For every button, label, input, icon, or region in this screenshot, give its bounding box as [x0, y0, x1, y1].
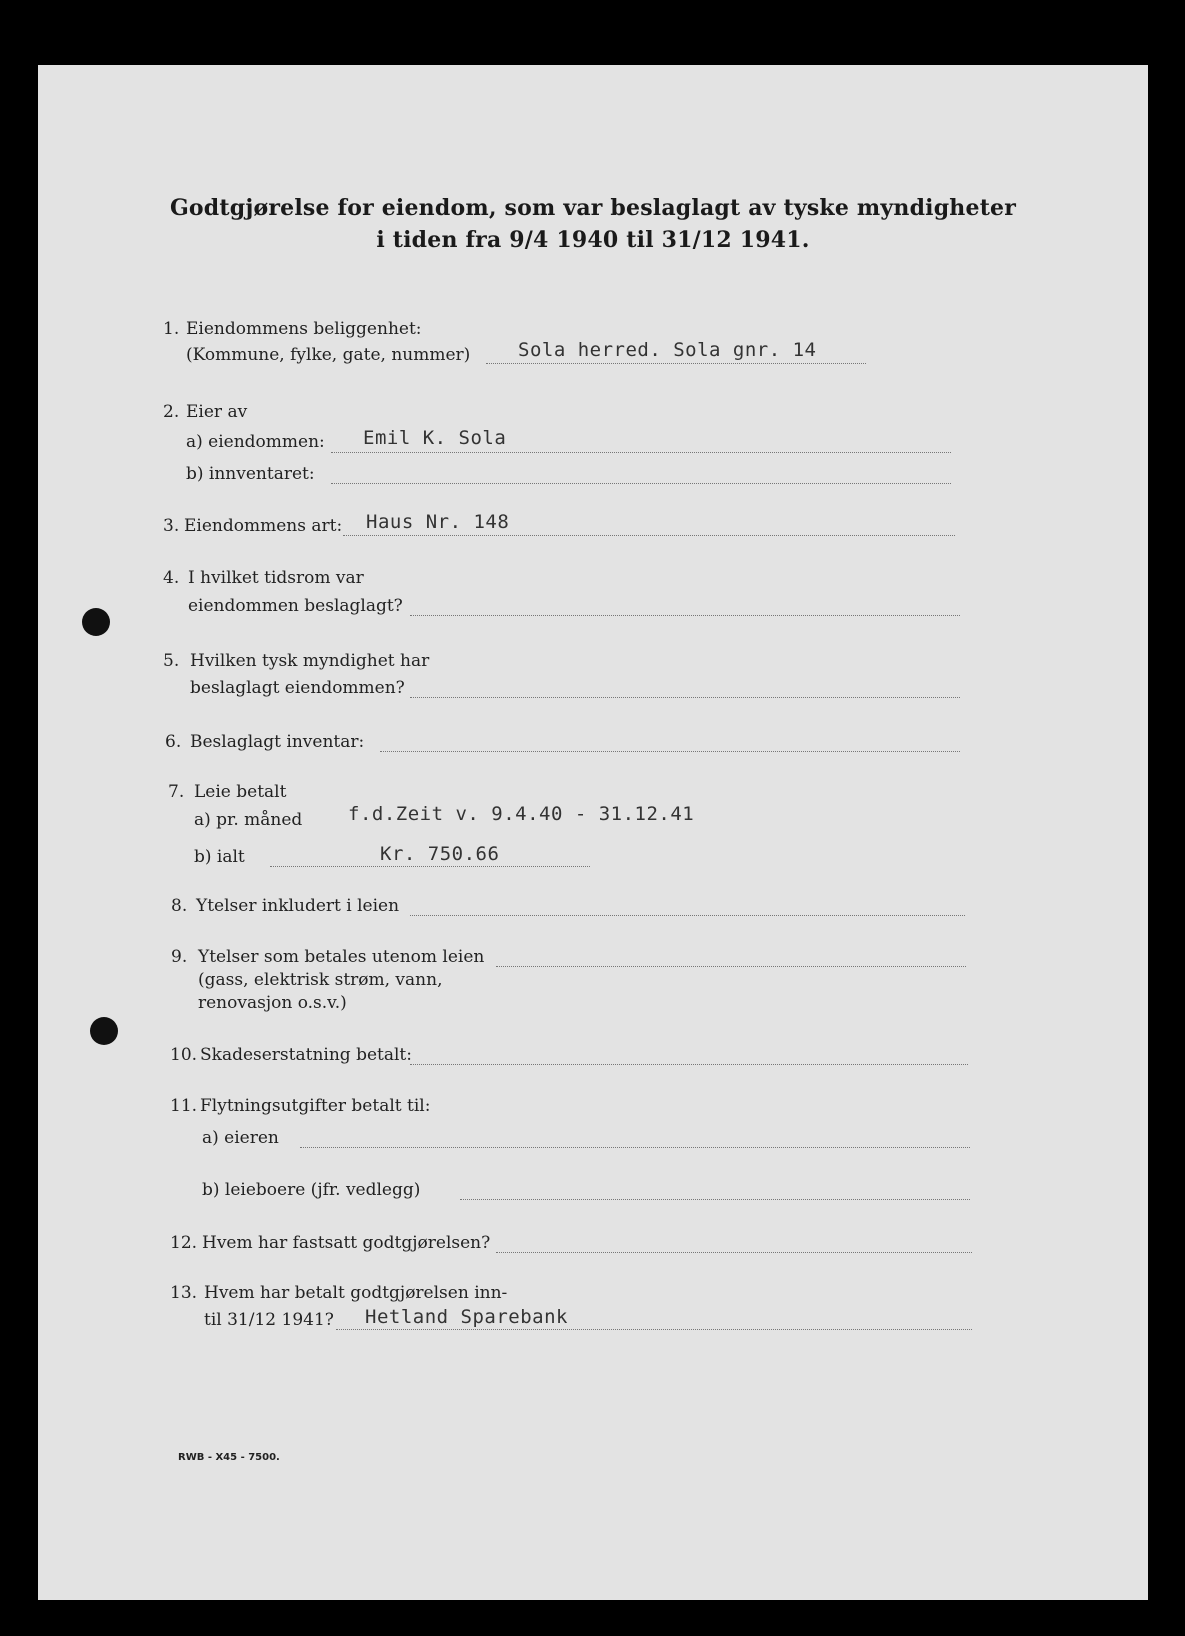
q2a-label: a) eiendommen:: [186, 432, 325, 452]
q11-number: 11.: [170, 1096, 198, 1116]
punch-hole-bottom: [90, 1017, 118, 1045]
q8-label: Ytelser inkludert i leien: [196, 896, 400, 916]
q11b-label: b) leieboere (jfr. vedlegg): [202, 1180, 421, 1200]
q13-answer-line: [336, 1329, 972, 1330]
q11a-answer-line: [300, 1147, 970, 1148]
q3-answer: Haus Nr. 148: [366, 511, 510, 533]
q10-label: Skadeserstatning betalt:: [200, 1045, 412, 1065]
q5-label: Hvilken tysk myndighet har: [190, 651, 430, 671]
q12-answer-line: [496, 1252, 972, 1253]
q9-number: 9.: [171, 947, 188, 967]
q9-sublabel-2: renovasjon o.s.v.): [198, 993, 347, 1013]
form-page: [38, 65, 1148, 1600]
q12-number: 12.: [170, 1233, 198, 1253]
q11a-label: a) eieren: [202, 1128, 279, 1148]
q5-number: 5.: [163, 651, 180, 671]
q1-number: 1.: [163, 319, 180, 339]
q11b-answer-line: [460, 1199, 970, 1200]
q9-sublabel-1: (gass, elektrisk strøm, vann,: [198, 970, 443, 990]
punch-hole-top: [82, 608, 110, 636]
q7b-answer: Kr. 750.66: [380, 843, 500, 865]
q2b-answer-line: [331, 483, 951, 484]
q2-label: Eier av: [186, 402, 248, 422]
q13-label: Hvem har betalt godtgjørelsen inn-: [204, 1283, 508, 1303]
q1-answer: Sola herred. Sola gnr. 14: [518, 339, 817, 361]
q5-answer-line: [410, 697, 960, 698]
q3-number: 3.: [163, 516, 180, 536]
q8-answer-line: [410, 915, 965, 916]
q7b-label: b) ialt: [194, 847, 245, 867]
q13-number: 13.: [170, 1283, 198, 1303]
q7a-answer: f.d.Zeit v. 9.4.40 - 31.12.41: [348, 803, 695, 825]
q12-label: Hvem har fastsatt godtgjørelsen?: [202, 1233, 491, 1253]
q3-label: Eiendommens art:: [184, 516, 343, 536]
q10-answer-line: [410, 1064, 968, 1065]
q1-answer-line: [486, 363, 866, 364]
q4-number: 4.: [163, 568, 180, 588]
q8-number: 8.: [171, 896, 188, 916]
form-title-line-1: Godtgjørelse for eiendom, som var beslaglagt av tyske myndigheter: [169, 195, 1017, 221]
q6-number: 6.: [165, 732, 182, 752]
q7-number: 7.: [168, 782, 185, 802]
q4-sublabel: eiendommen beslaglagt?: [188, 596, 403, 616]
q6-label: Beslaglagt inventar:: [190, 732, 365, 752]
q6-answer-line: [380, 751, 960, 752]
q11-label: Flytningsutgifter betalt til:: [200, 1096, 431, 1116]
q9-answer-line: [496, 966, 966, 967]
q13-answer: Hetland Sparebank: [365, 1306, 568, 1328]
q7-label: Leie betalt: [194, 782, 287, 802]
q7b-answer-line: [270, 866, 590, 867]
q7a-label: a) pr. måned: [194, 810, 303, 830]
q1-label: Eiendommens beliggenhet:: [186, 319, 422, 339]
q1-sublabel: (Kommune, fylke, gate, nummer): [186, 345, 471, 365]
q9-label: Ytelser som betales utenom leien: [198, 947, 485, 967]
q4-answer-line: [410, 615, 960, 616]
q2a-answer: Emil K. Sola: [363, 427, 507, 449]
q2a-answer-line: [331, 452, 951, 453]
q13-sublabel: til 31/12 1941?: [204, 1310, 334, 1330]
q3-answer-line: [343, 535, 955, 536]
q2-number: 2.: [163, 402, 180, 422]
form-footer-code: RWB - X45 - 7500.: [178, 1452, 280, 1463]
q2b-label: b) innventaret:: [186, 464, 315, 484]
q4-label: I hvilket tidsrom var: [188, 568, 364, 588]
form-title-line-2: i tiden fra 9/4 1940 til 31/12 1941.: [376, 227, 810, 253]
q10-number: 10.: [170, 1045, 198, 1065]
q5-sublabel: beslaglagt eiendommen?: [190, 678, 405, 698]
